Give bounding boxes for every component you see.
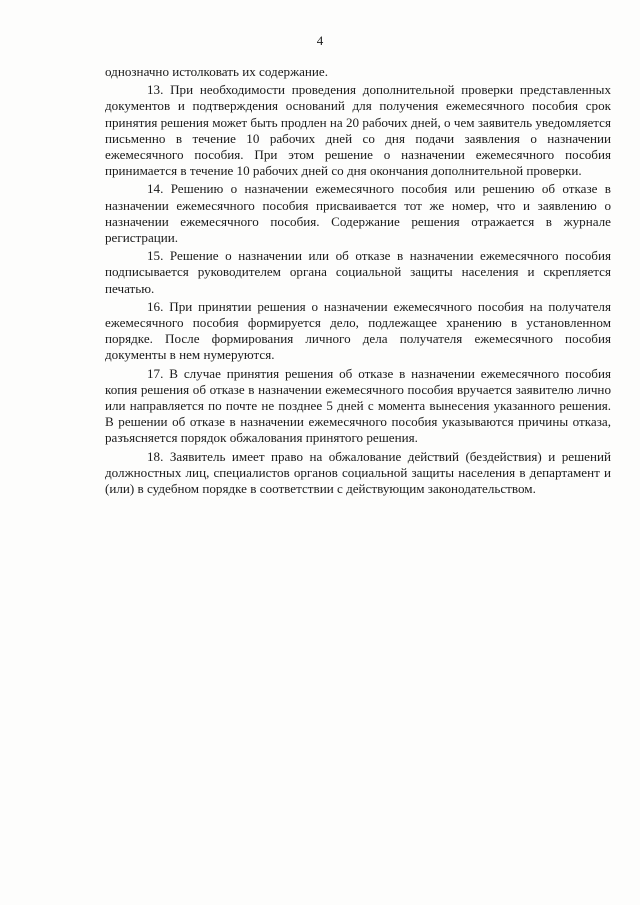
- paragraph-continuation: однозначно истолковать их содержание.: [105, 64, 329, 79]
- paragraph-14: 14. Решению о назначении ежемесячного пособия или решению об отказе в назначении ежемесячного пособия присваивается тот же номер, что и заявлению о назначении ежемесячного пособия. Содержание решения отражается в журнале регистрации.: [105, 181, 611, 246]
- paragraph-13: 13. При необходимости проведения дополнительной проверки представленных документов и подтверждения оснований для получения ежемесячного пособия срок принятия решения может быть продлен на 20 рабочих дней, о чем заявитель уведомляется письменно в течение 10 рабочих дней со дня подачи заявления о назначении ежемесячного пособия. При этом решение о назначении ежемесячного пособия принимается в течение 10 рабочих дней со дня окончания дополнительной проверки.: [105, 82, 611, 179]
- paragraph-17: 17. В случае принятия решения об отказе в назначении ежемесячного пособия копия решения об отказе в назначении ежемесячного пособия вручается заявителю лично или направляется по почте не позднее 5 дней с момента вынесения указанного решения. В решении об отказе в назначении ежемесячного пособия указываются причины отказа, разъясняется порядок обжалования принятого решения.: [105, 365, 611, 446]
- document-body: [105, 64, 611, 497]
- paragraph-18: 18. Заявитель имеет право на обжалование действий (бездействия) и решений должностных лиц, специалистов органов социальной защиты населения в департамент и (или) в судебном порядке в соответствии с действующим законодательством.: [105, 448, 611, 497]
- page-number: 4: [316, 33, 324, 48]
- paragraph-16: 16. При принятии решения о назначении ежемесячного пособия на получателя ежемесячного пособия формируется дело, подлежащее хранению в установленном порядке. После формирования личного дела получателя ежемесячного пособия документы в нем нумеруются.: [105, 298, 611, 363]
- paragraph-15: 15. Решение о назначении или об отказе в назначении ежемесячного пособия подписывается руководителем органа социальной защиты населения и скрепляется печатью.: [105, 248, 611, 296]
